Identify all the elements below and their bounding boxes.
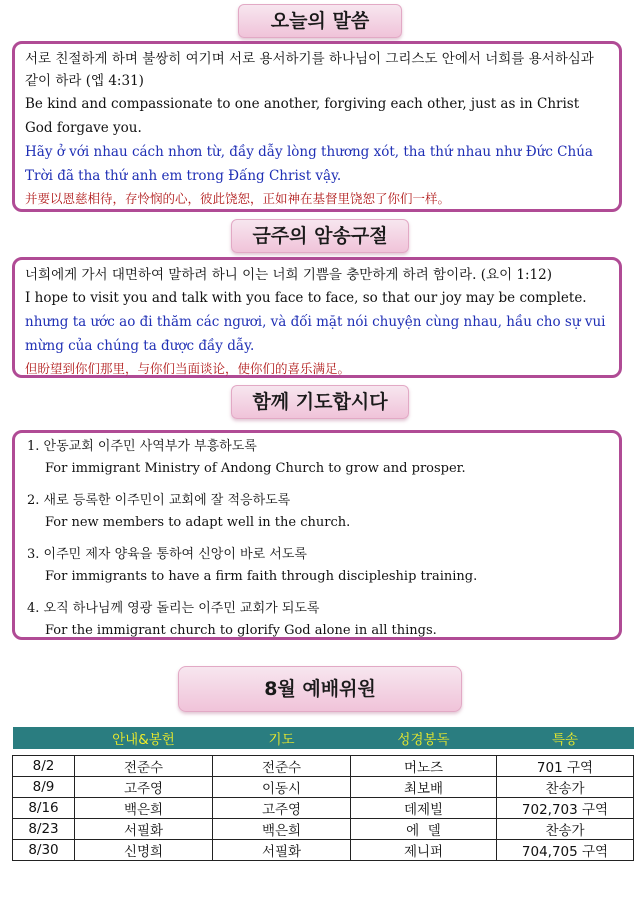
roster-prayer: 전준수	[213, 756, 351, 777]
verse-chinese: 并要以恩慈相待，存怜悯的心，彼此饶恕，正如神在基督里饶恕了你们一样。	[25, 191, 451, 206]
verse-box	[12, 41, 622, 212]
roster-date: 8/23	[13, 819, 75, 840]
prayer-korean: 1. 안동교회 이주민 사역부가 부흥하도록	[27, 439, 257, 454]
prayer-item	[27, 598, 607, 642]
verse-korean: 서로 친절하게 하며 불쌍히 여기며 서로 용서하기를 하나님이 그리스도 안에서 너희를 용서하심과 같이 하라 (엡 4:31)	[25, 51, 594, 89]
roster-header-prayer: 기도	[213, 727, 351, 749]
roster-title: 8월 예배위원	[178, 666, 462, 712]
roster-table	[12, 727, 634, 861]
roster-reading: 에 델	[351, 819, 497, 840]
roster-usher: 고주영	[75, 777, 213, 798]
prayer-title: 함께 기도합시다	[231, 385, 409, 419]
roster-header-date	[13, 727, 75, 749]
roster-prayer: 서필화	[213, 840, 351, 861]
roster-special: 702,703 구역	[497, 798, 634, 819]
memory-box	[12, 257, 622, 378]
roster-header-row	[13, 727, 634, 749]
roster-header-usher: 안내&봉헌	[75, 727, 213, 749]
table-row	[13, 756, 634, 777]
roster-date: 8/2	[13, 756, 75, 777]
roster-date: 8/30	[13, 840, 75, 861]
prayer-korean: 4. 오직 하나님께 영광 돌리는 이주민 교회가 되도록	[27, 601, 320, 616]
roster-special: 701 구역	[497, 756, 634, 777]
verse-title: 오늘의 말씀	[238, 4, 402, 38]
roster-reading: 머노즈	[351, 756, 497, 777]
memory-chinese: 但盼望到你们那里，与你们当面谈论，使你们的喜乐满足。	[25, 361, 351, 376]
roster-usher: 서필화	[75, 819, 213, 840]
verse-english: Be kind and compassionate to one another, forgiving each other, just as in Christ God forgave you.	[25, 96, 580, 136]
prayer-box	[12, 430, 622, 640]
roster-prayer: 이동시	[213, 777, 351, 798]
prayer-english: For immigrants to have a firm faith through discipleship training.	[45, 569, 478, 584]
prayer-english: For the immigrant church to glorify God alone in all things.	[45, 623, 437, 638]
roster-special: 찬송가	[497, 819, 634, 840]
memory-korean: 너희에게 가서 대면하여 말하려 하니 이는 너희 기쁨을 충만하게 하려 함이라. (요이 1:12)	[25, 267, 552, 283]
memory-title: 금주의 암송구절	[231, 219, 409, 253]
roster-usher: 전준수	[75, 756, 213, 777]
roster-date: 8/9	[13, 777, 75, 798]
roster-usher: 신명희	[75, 840, 213, 861]
verse-vietnamese: Hãy ở với nhau cách nhơn từ, đầy dẫy lòng thương xót, tha thứ nhau như Đức Chúa Trời đã tha thứ anh em trong Đấng Christ vậy.	[25, 144, 593, 184]
roster-reading: 최보배	[351, 777, 497, 798]
prayer-english: For new members to adapt well in the church.	[45, 515, 351, 530]
prayer-item	[27, 490, 607, 534]
roster-special: 704,705 구역	[497, 840, 634, 861]
roster-header-special: 특송	[497, 727, 634, 749]
prayer-korean: 3. 이주민 제자 양육을 통하여 신앙이 바로 서도록	[27, 547, 307, 562]
prayer-korean: 2. 새로 등록한 이주민이 교회에 잘 적응하도록	[27, 493, 291, 508]
roster-prayer: 고주영	[213, 798, 351, 819]
table-row	[13, 840, 634, 861]
memory-vietnamese: nhưng ta ước ao đi thăm các ngươi, và đối mặt nói chuyện cùng nhau, hầu cho sự vui mừng của chúng ta được đầy dẫy.	[25, 314, 606, 354]
roster-reading: 데제빌	[351, 798, 497, 819]
prayer-item	[27, 436, 607, 480]
roster-prayer: 백은희	[213, 819, 351, 840]
roster-header-reading: 성경봉독	[351, 727, 497, 749]
table-row	[13, 777, 634, 798]
table-row	[13, 798, 634, 819]
roster-usher: 백은희	[75, 798, 213, 819]
memory-english: I hope to visit you and talk with you face to face, so that our joy may be complete.	[25, 290, 587, 306]
prayer-item	[27, 544, 607, 588]
roster-reading: 제니퍼	[351, 840, 497, 861]
table-row	[13, 819, 634, 840]
roster-date: 8/16	[13, 798, 75, 819]
prayer-english: For immigrant Ministry of Andong Church to grow and prosper.	[45, 461, 466, 476]
roster-special: 찬송가	[497, 777, 634, 798]
